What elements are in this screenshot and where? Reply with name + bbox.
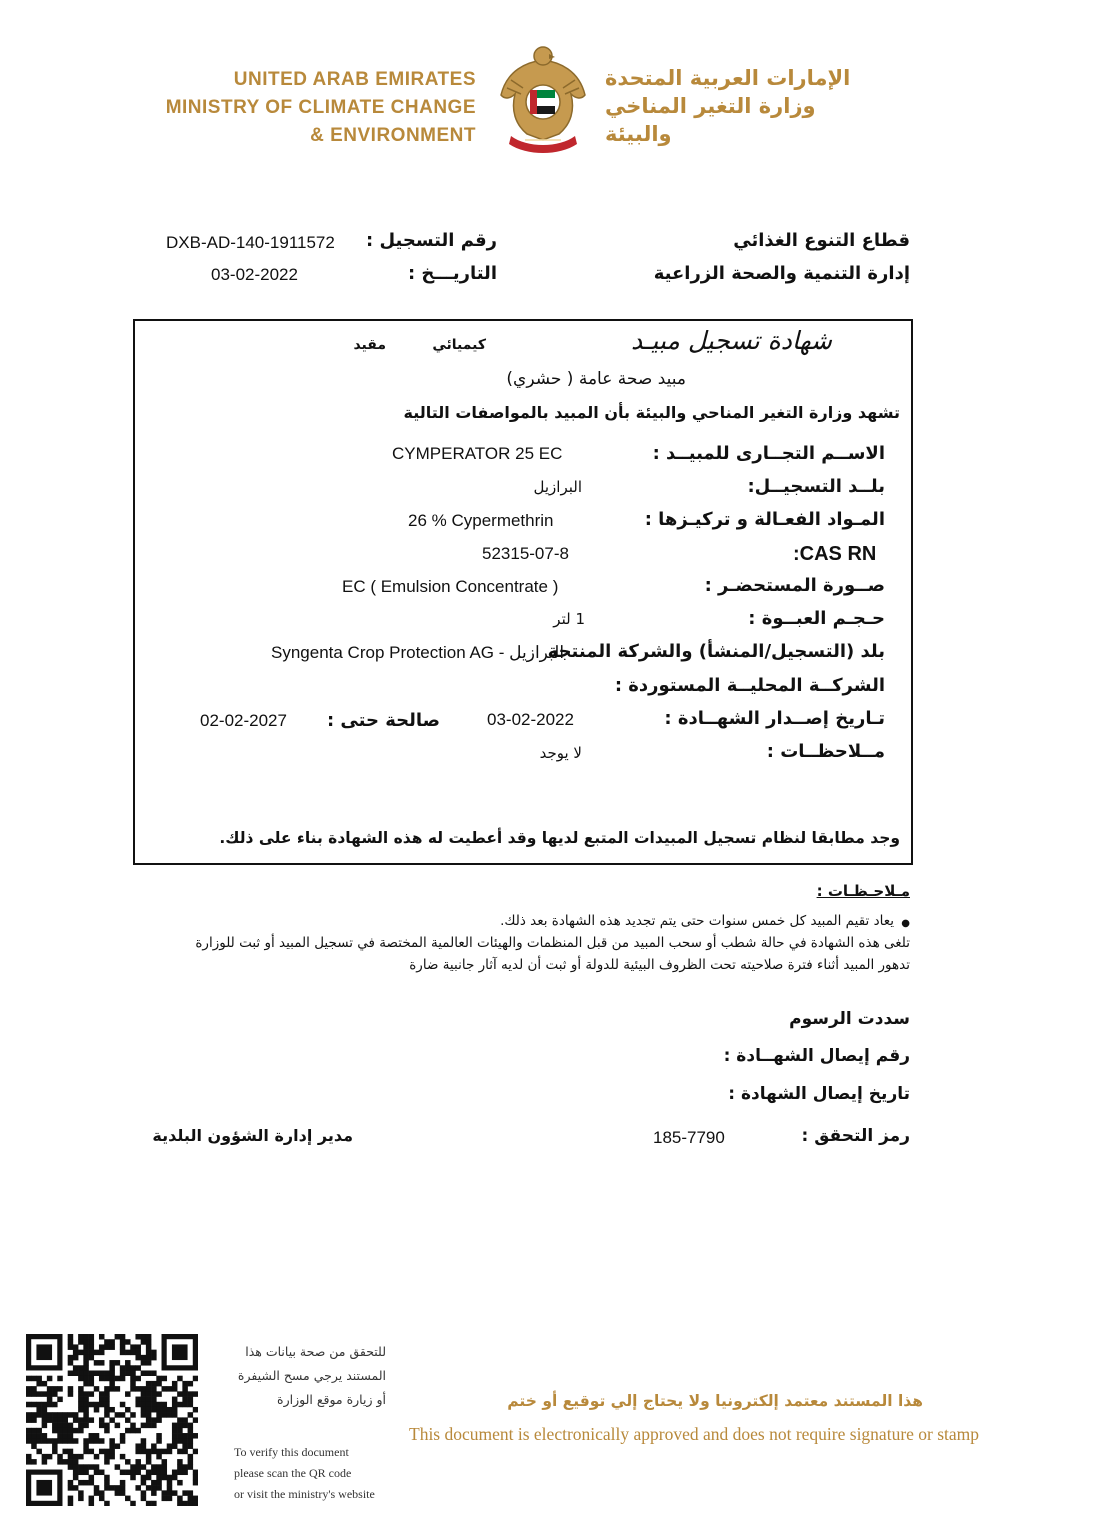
ministry-name-en	[166, 66, 476, 150]
field-value-package-size: 1 لتر	[553, 610, 585, 628]
field-label-reg-country: بلــد التسجيــل:	[747, 476, 885, 497]
receipt-number-label: رقم إيصال الشهــادة :	[723, 1046, 910, 1066]
verification-code-label: رمز التحقق :	[801, 1126, 910, 1146]
date-value: 03-02-2022	[211, 265, 298, 284]
notes-line-3: تدهور المبيد أثناء فترة صلاحيته تحت الظروف البيئية للدولة أو ثبت أن لديه آثار جانبية ضارة	[409, 957, 910, 973]
fees-paid: سددت الرسوم	[789, 1009, 910, 1029]
verification-code-value: 185-7790	[653, 1128, 725, 1147]
field-label-local-importer: الشركــة المحليــة المستوردة :	[614, 675, 885, 696]
field-value-active-ingredients: 26 % Cypermethrin	[408, 511, 554, 530]
qr-ar-line-2: المستند يرجي مسح الشيفرة	[237, 1368, 386, 1383]
department-name: إدارة التنمية والصحة الزراعية	[653, 263, 910, 284]
field-label-trade-name: الاســم التجــارى للمبيــد :	[652, 443, 885, 464]
field-label-remarks: مــلاحظــات :	[766, 741, 885, 762]
ministry-line-ar-3: والبيئة	[605, 122, 672, 146]
date-label: التاريـــخ :	[407, 263, 497, 284]
ministry-name-ar	[605, 64, 850, 148]
field-value-trade-name: CYMPERATOR 25 EC	[392, 444, 563, 463]
ministry-line-en-1: UNITED ARAB EMIRATES	[233, 69, 476, 90]
notes-heading: مـلاحـظـات :	[816, 882, 910, 900]
field-label-formulation: صــورة المستحضـر :	[704, 575, 885, 596]
receipt-date-label: تاريخ إيصال الشهادة :	[728, 1084, 910, 1104]
field-value-issue-date: 03-02-2022	[487, 710, 574, 729]
field-value-cas-rn: 52315-07-8	[482, 544, 569, 563]
field-label-origin-company: بلد (التسجيل/المنشأ) والشركة المنتجة	[547, 641, 885, 662]
registration-number-label: رقم التسجيل :	[366, 230, 497, 251]
qr-en-line-3: or visit the ministry's website	[234, 1487, 375, 1501]
field-value-origin-company: Syngenta Crop Protection AG - البرازيل	[271, 643, 565, 662]
ministry-line-en-2: MINISTRY OF CLIMATE CHANGE	[165, 97, 476, 118]
qr-ar-line-3: أو زيارة موقع الوزارة	[277, 1392, 386, 1407]
certificate-title: شهادة تسجيل مبيـد	[630, 326, 832, 355]
qr-instructions-ar	[238, 1340, 386, 1412]
pesticide-category: مبيد صحة عامة ( حشري)	[506, 369, 686, 389]
ministry-line-ar-1: الإمارات العربية المتحدة	[605, 66, 851, 90]
bullet-dot-icon: ●	[901, 918, 910, 929]
field-value-remarks: لا يوجد	[539, 744, 582, 762]
approved-notice-ar: هذا المستند معتمد إلكترونيا ولا يحتاج إلي توقيع أو ختم	[507, 1392, 923, 1410]
ministry-line-en-3: & ENVIRONMENT	[310, 125, 476, 146]
valid-until-value: 02-02-2027	[200, 711, 287, 730]
qr-instructions-en	[234, 1442, 375, 1505]
signatory-title: مدير إدارة الشؤون البلدية	[152, 1126, 353, 1145]
valid-until-label: صالحة حتى :	[326, 710, 440, 731]
field-value-reg-country: البرازيل	[533, 478, 582, 496]
type-restricted: مقيد	[353, 337, 386, 353]
qr-en-line-2: please scan the QR code	[234, 1466, 352, 1480]
uae-falcon-emblem-icon	[497, 40, 589, 158]
field-value-formulation: EC ( Emulsion Concentrate )	[342, 577, 559, 596]
type-chemical: كيميائي	[432, 337, 486, 353]
sector-name: قطاع التنوع الغذائي	[733, 230, 910, 251]
qr-ar-line-1: للتحقق من صحة بيانات هذا	[245, 1344, 386, 1359]
qr-en-line-1: To verify this document	[234, 1445, 349, 1459]
approved-notice-en: This document is electronically approved and does not require signature or stamp	[409, 1424, 980, 1444]
notes-line-2: تلغى هذه الشهادة في حالة شطب أو سحب المبيد من قبل المنظمات والهيئات العالمية المختصة في تسجيل المبيد أو ثبت للوزارة	[195, 935, 910, 951]
notes-bullet-1: يعاد تقيم المبيد كل خمس سنوات حتى يتم تجديد هذه الشهادة بعد ذلك.	[500, 913, 894, 929]
certificate-intro: تشهد وزارة التغير المناحي والبيئة بأن المبيد بالمواصفات التالية	[403, 403, 900, 422]
field-label-cas-rn: :CAS RN	[793, 543, 877, 565]
registration-number-value: DXB-AD-140-1911572	[166, 233, 335, 252]
field-label-package-size: حـجـم العبــوة :	[748, 608, 885, 629]
ministry-line-ar-2: وزارة التغير المناخي	[605, 94, 816, 118]
field-label-issue-date: تـاريخ إصــدار الشهــادة :	[664, 708, 885, 729]
qr-code-icon[interactable]	[26, 1334, 198, 1506]
field-label-active-ingredients: المـواد الفعـالة و تركيـزها :	[644, 509, 885, 530]
certificate-closing: وجد مطابقا لنظام تسجيل المبيدات المتبع لديها وقد أعطيت له هذه الشهادة بناء على ذلك.	[219, 829, 900, 847]
